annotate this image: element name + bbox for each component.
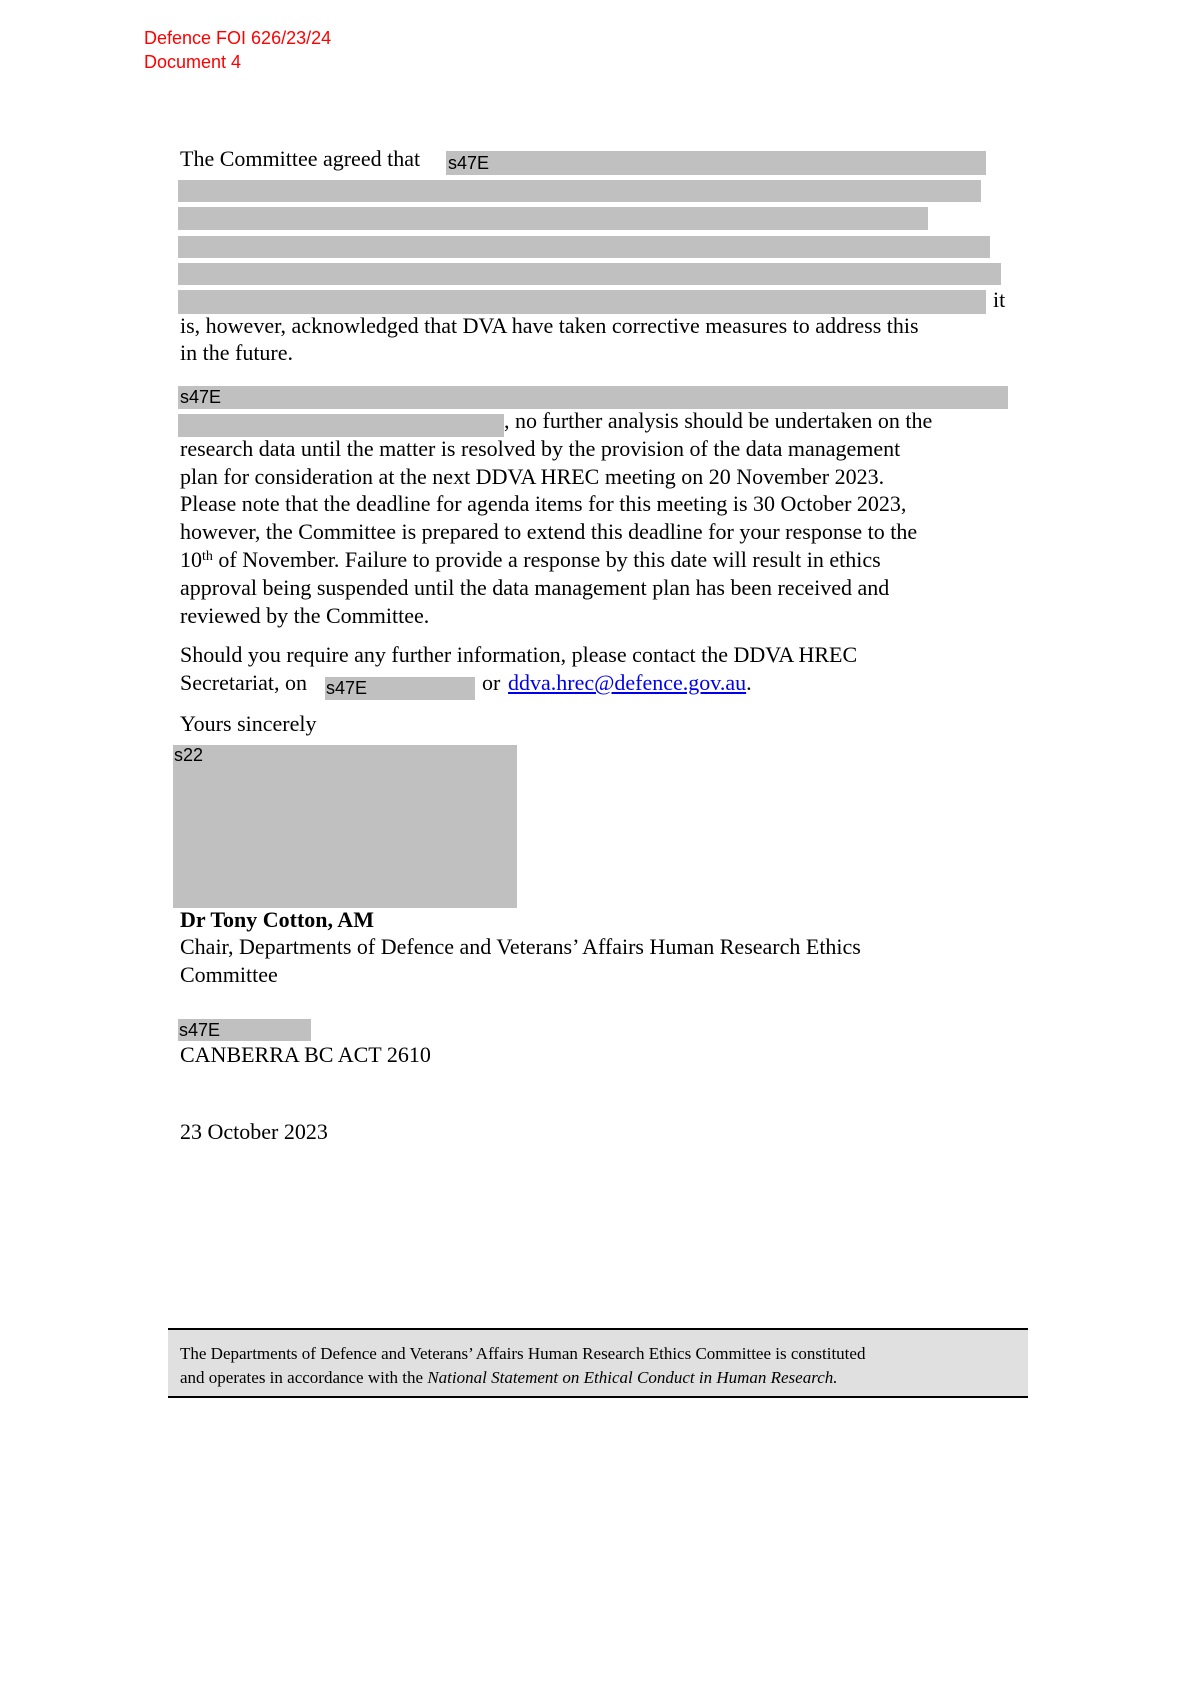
signatory-title: Committee <box>180 962 278 987</box>
redaction-label: s47E <box>179 1020 221 1040</box>
paragraph3-lead: Secretariat, on <box>180 670 308 695</box>
email-line <box>508 669 752 697</box>
redaction-label: s47E <box>448 153 490 173</box>
document-number: Document 4 <box>144 52 242 72</box>
redaction-block <box>178 386 1008 409</box>
footer-line <box>180 1366 865 1390</box>
ordinal-number: 10 <box>180 547 202 572</box>
redaction-label: s47E <box>326 678 368 698</box>
address-city: CANBERRA BC ACT 2610 <box>180 1042 431 1067</box>
email-link[interactable]: ddva.hrec@defence.gov.au <box>508 670 747 695</box>
paragraph2-line: Please note that the deadline for agenda items for this meeting is 30 October 2023, <box>180 491 907 516</box>
paragraph2-line: however, the Committee is prepared to extend this deadline for your response to the <box>180 519 918 544</box>
paragraph2-line: plan for consideration at the next DDVA HREC meeting on 20 November 2023. <box>180 464 885 489</box>
paragraph2-line <box>180 546 881 574</box>
redaction-block <box>446 151 986 175</box>
signatory-title: Chair, Departments of Defence and Veterans’ Affairs Human Research Ethics <box>180 934 861 959</box>
ordinal-suffix: th <box>202 549 213 564</box>
redaction-block <box>178 207 928 230</box>
paragraph2-line: reviewed by the Committee. <box>180 603 430 628</box>
foi-reference: Defence FOI 626/23/24 <box>144 28 332 48</box>
paragraph1-tail-word: it <box>993 287 1006 312</box>
sentence-end: . <box>746 670 752 695</box>
redaction-block <box>178 263 1001 285</box>
footer-statement <box>168 1328 1028 1398</box>
footer-line: The Departments of Defence and Veterans’ Affairs Human Research Ethics Committee is constituted <box>180 1344 866 1363</box>
paragraph1-lead: The Committee agreed that <box>180 146 421 171</box>
footer-line-lead: and operates in accordance with the <box>180 1368 428 1387</box>
paragraph2-line: approval being suspended until the data management plan has been received and <box>180 575 890 600</box>
footer-statement-title: National Statement on Ethical Conduct in Human Research. <box>427 1368 838 1387</box>
foi-stamp <box>144 26 331 74</box>
paragraph2-line: , no further analysis should be undertaken on the <box>504 408 933 433</box>
redaction-label: s22 <box>174 745 204 765</box>
signature-redaction <box>173 745 517 908</box>
redaction-block <box>178 236 990 258</box>
redaction-block <box>178 180 981 202</box>
paragraph3-or: or <box>482 670 501 695</box>
paragraph2-line: research data until the matter is resolved by the provision of the data management <box>180 436 901 461</box>
paragraph1-line: in the future. <box>180 340 294 365</box>
paragraph2-line-rest: of November. Failure to provide a response by this date will result in ethics <box>212 547 881 572</box>
salutation: Yours sincerely <box>180 711 317 736</box>
footer-text <box>180 1342 865 1390</box>
paragraph1-line: is, however, acknowledged that DVA have taken corrective measures to address this <box>180 313 919 338</box>
redaction-label: s47E <box>180 387 222 407</box>
signatory-name: Dr Tony Cotton, AM <box>180 907 374 932</box>
redaction-block <box>178 414 504 437</box>
paragraph3-line: Should you require any further information, please contact the DDVA HREC <box>180 642 858 667</box>
letter-date: 23 October 2023 <box>180 1119 328 1144</box>
redaction-block <box>178 290 986 314</box>
